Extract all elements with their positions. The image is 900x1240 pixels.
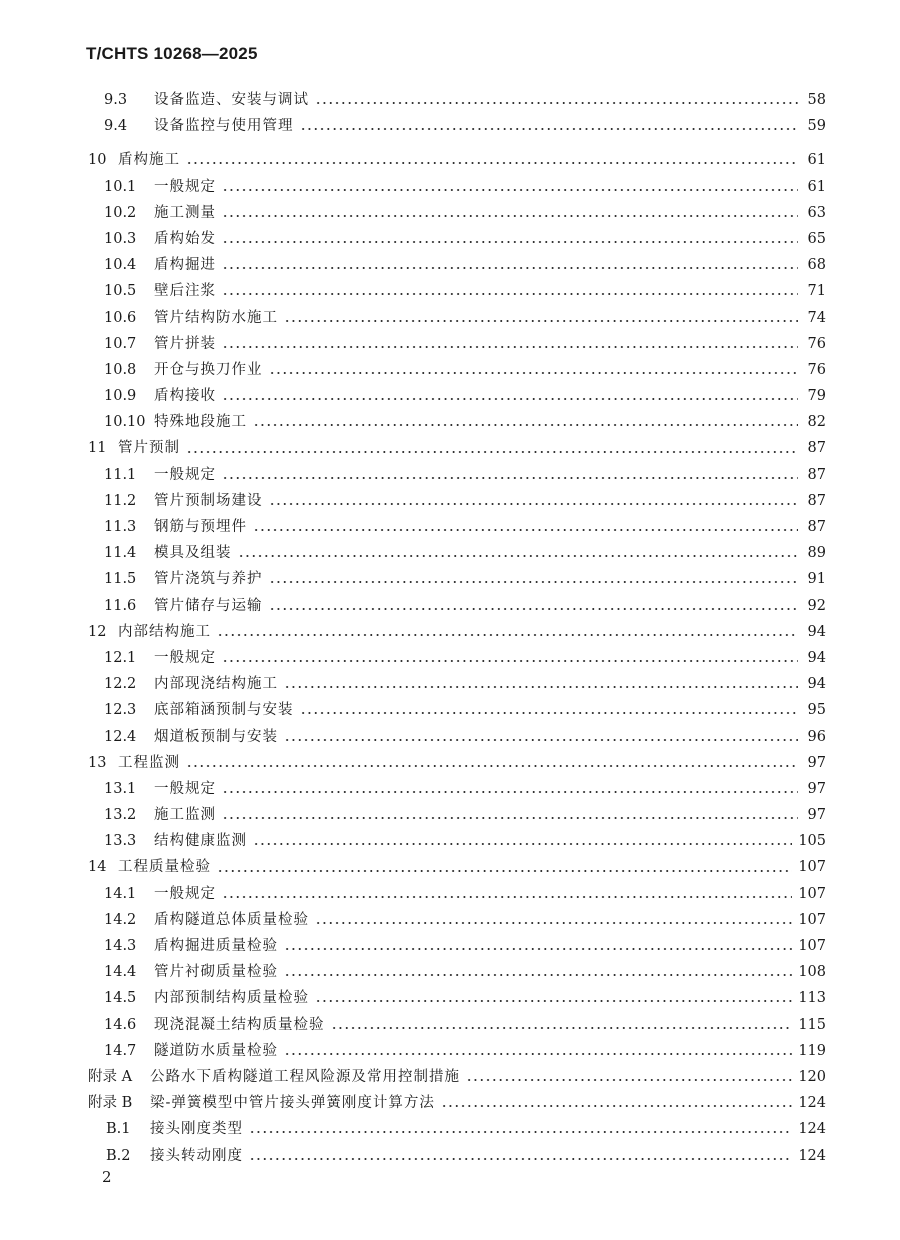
toc-entry-page: 95 [807,702,826,719]
dot-leader [222,895,792,898]
toc-entry-page: 91 [807,571,826,588]
toc-entry-number: 10.10 [104,414,146,431]
toc-entry-title: 设备监控与使用管理 [154,118,294,135]
dot-leader [284,1052,792,1055]
toc-entry-page: 97 [807,754,826,771]
toc-entry-number: 10.1 [104,178,137,195]
toc-entry-title: 内部结构施工 [118,623,211,640]
toc-entry[interactable] [0,566,900,592]
toc-entry-number: 14.7 [104,1042,137,1059]
toc-entry-number: 10.9 [104,388,137,405]
toc-entry-title: 梁-弹簧模型中管片接头弹簧刚度计算方法 [150,1095,435,1112]
toc-entry[interactable] [0,697,900,723]
dot-leader [315,921,792,924]
dot-leader [222,660,798,663]
toc-entry-number: B.2 [106,1147,131,1164]
toc-entry[interactable] [0,1090,900,1116]
toc-entry-title: 公路水下盾构隧道工程风险源及常用控制措施 [150,1068,460,1085]
toc-entry-title: 管片预制 [118,440,180,457]
toc-entry[interactable] [0,776,900,802]
toc-entry[interactable] [0,724,900,750]
toc-entry-page: 58 [807,92,826,108]
dot-leader [269,607,799,610]
toc-entry-page: 76 [807,335,826,352]
toc-entry[interactable] [0,488,900,514]
toc-entry-title: 工程监测 [118,754,180,771]
dot-leader [331,1026,793,1029]
toc-entry-page: 120 [798,1068,826,1085]
dot-leader [222,476,798,479]
toc-entry-page: 87 [807,492,826,509]
toc-entry[interactable] [0,226,900,252]
toc-entry-page: 65 [807,230,826,247]
toc-entry-page: 115 [798,1016,826,1033]
document-code: T/CHTS 10268—2025 [86,44,258,63]
toc-entry-page: 63 [807,204,826,221]
toc-entry[interactable] [0,147,900,173]
toc-entry[interactable] [0,671,900,697]
toc-entry-number: 14.6 [104,1016,137,1033]
dot-leader [315,102,798,105]
dot-leader [253,843,792,846]
toc-entry-page: 87 [807,466,826,483]
toc-entry[interactable] [0,593,900,619]
toc-entry[interactable] [0,305,900,331]
toc-entry[interactable] [0,959,900,985]
toc-entry-page: 61 [807,178,826,195]
toc-entry-page: 74 [807,309,826,326]
toc-entry[interactable] [0,87,900,113]
toc-entry-number: 11.3 [104,519,137,535]
page-number: 2 [102,1168,112,1186]
toc-entry-page: 94 [807,623,826,640]
toc-entry-page: 124 [798,1095,826,1112]
toc-entry-number: 11.6 [104,597,137,614]
dot-leader [238,555,799,558]
dot-leader [217,869,792,872]
toc-entry-title: 壁后注浆 [154,283,216,300]
dot-leader [253,424,798,427]
dot-leader [284,686,798,689]
dot-leader [217,633,798,636]
dot-leader [315,1000,792,1003]
toc-entry-number: 14.4 [104,964,137,981]
dot-leader [253,529,798,532]
toc-entry[interactable] [0,645,900,671]
toc-entry-title: 模具及组装 [154,545,232,562]
toc-entry-page: 107 [798,938,826,954]
toc-entry-title: 一般规定 [154,885,216,902]
dot-leader [269,502,799,505]
toc-entry-page: 108 [798,964,826,981]
toc-entry-page: 71 [807,283,826,300]
toc-entry-title: 接头转动刚度 [150,1147,243,1164]
toc-entry-title: 烟道板预制与安装 [154,728,278,745]
toc-entry-number: 11.4 [104,545,137,562]
toc-entry-title: 盾构接收 [154,388,216,405]
dot-leader [284,974,792,977]
toc-entry[interactable] [0,174,900,200]
toc-entry-page: 96 [807,728,826,745]
toc-entry[interactable] [0,1038,900,1064]
toc-entry-number: 14.2 [104,911,137,928]
toc-entry-title: 管片拼装 [154,335,216,352]
toc-entry-page: 68 [807,257,826,274]
toc-entry[interactable] [0,462,900,488]
toc-entry[interactable] [0,357,900,383]
toc-entry-number: 12.1 [104,649,137,666]
toc-entry-title: 内部预制结构质量检验 [154,990,309,1007]
toc-entry-number: 12 [88,623,107,640]
toc-entry[interactable] [0,933,900,959]
toc-entry-page: 113 [798,990,826,1007]
toc-entry-title: 盾构始发 [154,230,216,247]
toc-entry-title: 开仓与换刀作业 [154,361,263,378]
dot-leader [186,764,798,767]
dot-leader [222,188,798,191]
toc-entry-title: 管片预制场建设 [154,492,263,509]
toc-entry-number: 10.8 [104,361,137,378]
toc-entry-title: 底部箱涵预制与安装 [154,702,294,719]
toc-entry-number: 9.4 [104,118,128,135]
toc-entry-title: 隧道防水质量检验 [154,1042,278,1059]
toc-entry[interactable] [0,881,900,907]
toc-entry-page: 97 [807,807,826,824]
toc-entry[interactable] [0,1012,900,1038]
toc-entry-page: 107 [798,885,826,902]
toc-entry-number: B.1 [106,1121,131,1138]
toc-entry-number: 10.2 [104,204,137,221]
toc-entry-page: 94 [807,676,826,693]
toc-entry-title: 盾构掘进 [154,257,216,274]
toc-entry-number: 10.3 [104,230,137,247]
dot-leader [222,267,798,270]
toc-entry-title: 施工监测 [154,807,216,824]
toc-entry-title: 钢筋与预埋件 [154,519,247,535]
dot-leader [222,345,798,348]
toc-entry-page: 107 [798,911,826,928]
toc-entry-number: 附录 A [88,1068,133,1085]
toc-entry[interactable] [0,985,900,1011]
toc-entry-page: 79 [807,388,826,405]
toc-entry-number: 附录 B [88,1095,133,1112]
dot-leader [441,1105,792,1108]
toc-entry-title: 现浇混凝土结构质量检验 [154,1016,325,1033]
dot-leader [222,398,798,401]
toc-entry-number: 11.5 [104,571,137,588]
toc-entry[interactable] [0,278,900,304]
dot-leader [284,319,798,322]
toc-entry-title: 盾构掘进质量检验 [154,938,278,954]
toc-entry-page: 89 [807,545,826,562]
toc-entry-title: 盾构隧道总体质量检验 [154,911,309,928]
toc-entry-page: 94 [807,649,826,666]
dot-leader [284,948,792,951]
toc-entry-page: 76 [807,361,826,378]
toc-entry-number: 10 [88,152,107,169]
toc-entry-title: 管片衬砌质量检验 [154,964,278,981]
toc-entry[interactable] [0,331,900,357]
dot-leader [269,581,799,584]
toc-entry[interactable] [0,435,900,461]
toc-entry-title: 内部现浇结构施工 [154,676,278,693]
dot-leader [222,817,798,820]
toc-entry[interactable] [0,113,900,139]
dot-leader [249,1131,792,1134]
toc-entry-number: 12.3 [104,702,137,719]
toc-entry-number: 11 [88,440,107,457]
toc-entry-number: 10.4 [104,257,137,274]
toc-entry-title: 一般规定 [154,649,216,666]
toc-entry[interactable] [0,409,900,435]
toc-entry-page: 124 [798,1121,826,1138]
dot-leader [300,128,799,131]
toc-entry[interactable] [0,1064,900,1090]
toc-entry-title: 管片结构防水施工 [154,309,278,326]
toc-entry-page: 59 [807,118,826,135]
toc-entry[interactable] [0,383,900,409]
toc-entry[interactable] [0,750,900,776]
dot-leader [466,1079,792,1082]
toc-entry[interactable] [0,802,900,828]
toc-entry-page: 82 [807,414,826,431]
toc-entry-title: 一般规定 [154,780,216,797]
toc-entry-page: 124 [798,1147,826,1164]
toc-entry-number: 14.3 [104,938,137,954]
toc-entry-page: 92 [807,597,826,614]
toc-entry-number: 14.5 [104,990,137,1007]
dot-leader [186,450,798,453]
toc-entry[interactable] [0,1116,900,1142]
dot-leader [222,790,798,793]
dot-leader [300,712,799,715]
dot-leader [222,293,798,296]
toc-entry-title: 盾构施工 [118,152,180,169]
toc-entry[interactable] [0,200,900,226]
toc-entry-number: 13.1 [104,780,137,797]
toc-entry-page: 97 [807,780,826,797]
toc-entry-title: 管片浇筑与养护 [154,571,263,588]
toc-entry-page: 61 [807,152,826,169]
toc-entry[interactable] [0,1143,900,1169]
toc-entry-page: 107 [798,859,826,876]
toc-entry[interactable] [0,540,900,566]
toc-entry-number: 14 [88,859,107,876]
toc-entry[interactable] [0,514,900,540]
dot-leader [269,371,799,374]
dot-leader [284,738,798,741]
toc-entry-number: 12.2 [104,676,137,693]
toc-entry-title: 接头刚度类型 [150,1121,243,1138]
dot-leader [249,1157,792,1160]
table-of-contents [0,87,900,1169]
toc-entry-number: 11.1 [104,466,137,483]
toc-entry-title: 管片储存与运输 [154,597,263,614]
toc-entry[interactable] [0,828,900,854]
toc-entry-title: 一般规定 [154,178,216,195]
toc-entry-number: 12.4 [104,728,137,745]
toc-entry[interactable] [0,854,900,880]
toc-entry-number: 10.7 [104,335,137,352]
toc-entry-page: 119 [798,1042,826,1059]
toc-entry-page: 105 [798,833,826,850]
toc-entry-title: 施工测量 [154,204,216,221]
toc-entry[interactable] [0,907,900,933]
toc-entry-number: 10.5 [104,283,137,300]
toc-entry-title: 特殊地段施工 [154,414,247,431]
toc-entry-number: 13.2 [104,807,137,824]
dot-leader [222,214,798,217]
toc-entry-page: 87 [807,440,826,457]
toc-entry-number: 13.3 [104,833,137,850]
toc-entry-title: 工程质量检验 [118,859,211,876]
toc-entry-number: 9.3 [104,92,128,108]
toc-entry-title: 设备监造、安装与调试 [154,92,309,108]
toc-entry-title: 一般规定 [154,466,216,483]
dot-leader [222,241,798,244]
toc-entry-number: 11.2 [104,492,137,509]
toc-entry-number: 13 [88,754,107,771]
toc-entry[interactable] [0,252,900,278]
toc-entry[interactable] [0,619,900,645]
dot-leader [186,162,798,165]
toc-entry-number: 14.1 [104,885,137,902]
toc-entry-page: 87 [807,519,826,535]
toc-entry-number: 10.6 [104,309,137,326]
toc-entry-title: 结构健康监测 [154,833,247,850]
